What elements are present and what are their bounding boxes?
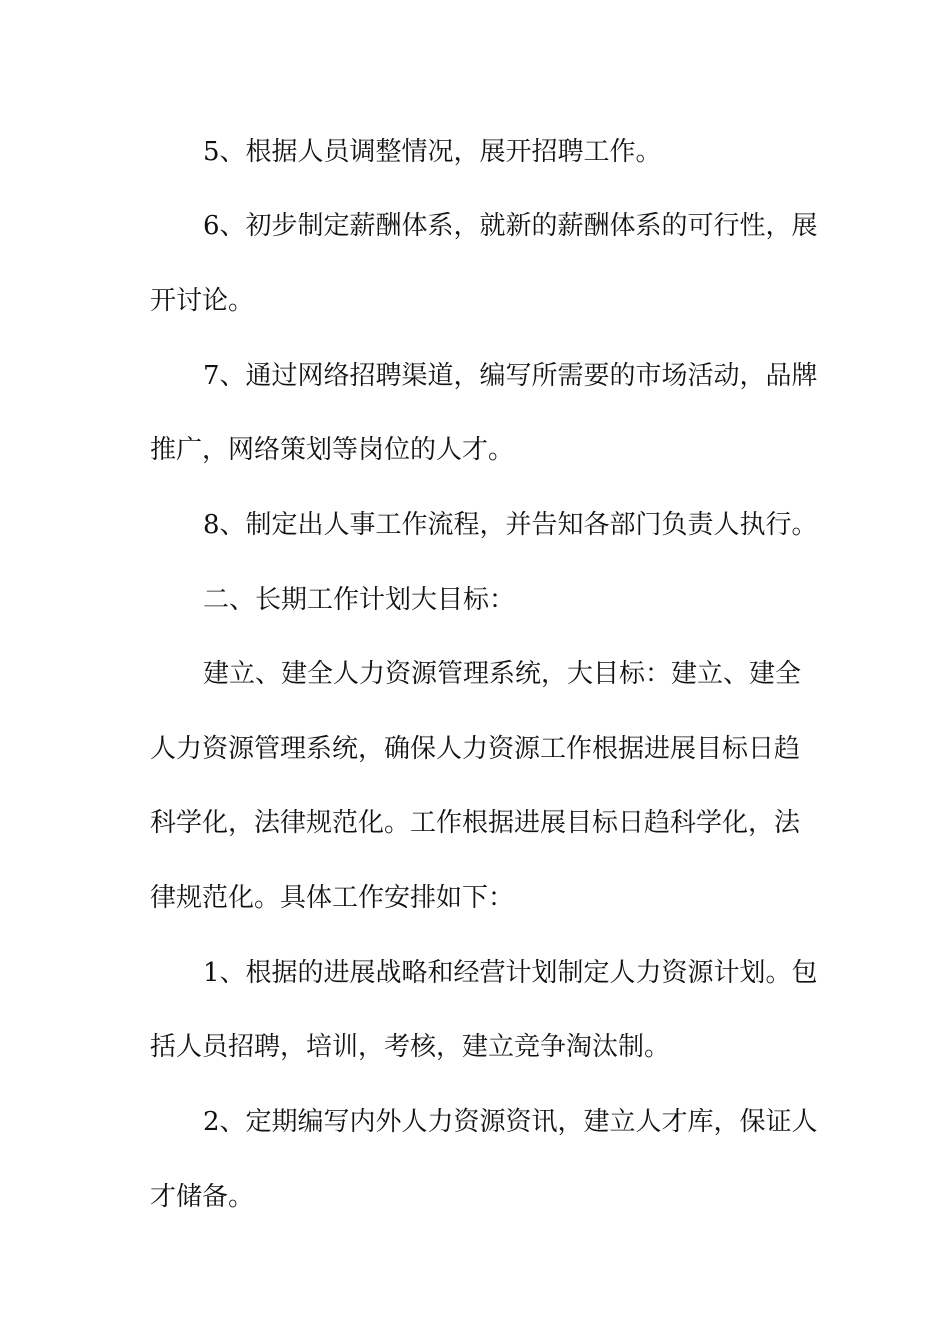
paragraph-item-7-line-1: 7、通过网络招聘渠道，编写所需要的市场活动，品牌 bbox=[203, 361, 818, 391]
paragraph-goal-line-1: 建立、建全人力资源管理系统，大目标：建立、建全 bbox=[203, 659, 802, 689]
paragraph-item-5: 5、根据人员调整情况，展开招聘工作。 bbox=[203, 137, 662, 167]
paragraph-item-1-line-2: 括人员招聘，培训，考核，建立竞争淘汰制。 bbox=[150, 1032, 671, 1062]
section-heading: 二、长期工作计划大目标： bbox=[203, 585, 516, 615]
paragraph-item-8: 8、制定出人事工作流程，并告知各部门负责人执行。 bbox=[203, 510, 818, 540]
paragraph-item-6-line-2: 开讨论。 bbox=[150, 286, 255, 316]
paragraph-item-6-line-1: 6、初步制定薪酬体系，就新的薪酬体系的可行性，展 bbox=[203, 211, 818, 241]
paragraph-goal-line-4: 律规范化。具体工作安排如下： bbox=[150, 883, 515, 913]
paragraph-item-1-line-1: 1、根据的进展战略和经营计划制定人力资源计划。包 bbox=[203, 958, 818, 988]
paragraph-item-2-line-2: 才储备。 bbox=[150, 1182, 255, 1212]
paragraph-item-2-line-1: 2、定期编写内外人力资源资讯，建立人才库，保证人 bbox=[203, 1107, 818, 1137]
paragraph-goal-line-2: 人力资源管理系统，确保人力资源工作根据进展目标日趋 bbox=[150, 734, 801, 764]
paragraph-item-7-line-2: 推广，网络策划等岗位的人才。 bbox=[150, 435, 515, 465]
paragraph-goal-line-3: 科学化，法律规范化。工作根据进展目标日趋科学化，法 bbox=[150, 808, 801, 838]
